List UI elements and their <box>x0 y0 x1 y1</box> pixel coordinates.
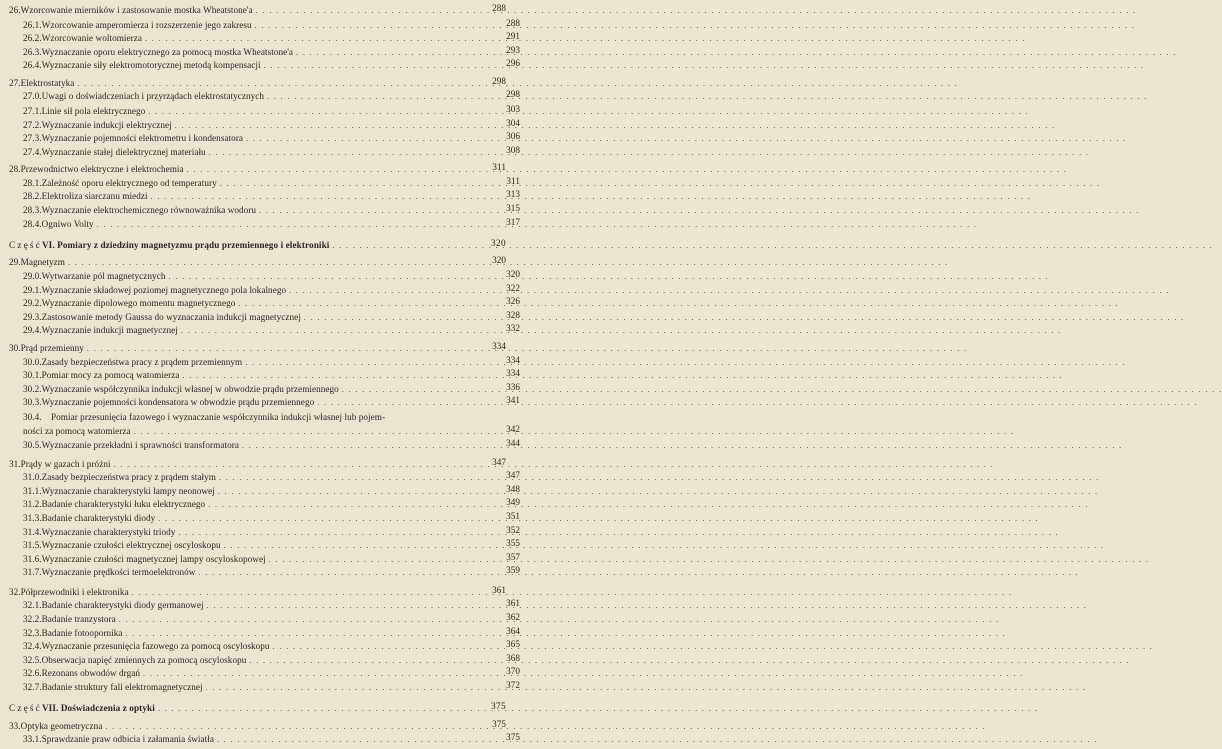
page-number: 349 <box>506 497 520 508</box>
entry-title: Wyznaczanie pojemności kondensatora w obwodzie prądu przemiennego <box>41 397 315 408</box>
page-number: 348 <box>506 483 520 494</box>
entry-title: Badanie charakterystyki diody <box>41 512 156 523</box>
leader-dots <box>217 734 1098 745</box>
entry-number: 30.4. <box>23 411 42 422</box>
leader-dots <box>267 91 1148 102</box>
entry-title: Wyznaczanie oporu elektrycznego za pomocą mostka Wheatstone'a <box>41 46 294 57</box>
page-number: 311 <box>492 162 506 173</box>
entry-number: 31.1. <box>23 485 42 496</box>
entry-title: Uwagi o doświadczeniach i przyrządach elektrostatycznych <box>41 91 265 102</box>
page-number: 336 <box>506 381 520 392</box>
leader-dots <box>264 60 1145 71</box>
toc-entry[interactable] <box>0 437 523 451</box>
toc-entry[interactable] <box>0 537 523 551</box>
leader-dots <box>249 652 1130 666</box>
toc-chapter[interactable] <box>0 584 509 598</box>
toc-entry[interactable] <box>0 130 523 144</box>
entry-title: Wyznaczanie przesunięcia fazowego za pomocą oscyloskopu <box>41 641 270 652</box>
leader-dots <box>269 551 1150 565</box>
page-number: 313 <box>506 189 520 200</box>
entry-number: 28.4. <box>23 218 42 229</box>
page-number: 357 <box>506 551 520 562</box>
page-number: 332 <box>506 323 520 334</box>
entry-number: 32.4. <box>23 641 42 652</box>
toc-entry[interactable] <box>0 309 523 323</box>
page-number: 315 <box>506 203 520 214</box>
page-number: 320 <box>506 269 520 280</box>
leader-dots <box>97 216 978 230</box>
entry-title: Zasady bezpieczeństwa pracy z prądem stałym <box>41 472 216 483</box>
page-number: 342 <box>506 423 520 434</box>
page-number: 296 <box>506 58 520 69</box>
leader-dots <box>245 354 1126 368</box>
toc-part-heading[interactable] <box>0 700 509 714</box>
leader-dots <box>187 164 1068 175</box>
toc-entry[interactable] <box>0 117 523 131</box>
page-number: 311 <box>506 175 520 186</box>
leader-dots <box>289 282 1170 296</box>
entry-number: 29.1. <box>23 284 42 295</box>
toc-chapter[interactable] <box>0 2 509 16</box>
leader-dots <box>238 298 1119 309</box>
entry-number: 31.4. <box>23 526 42 537</box>
toc-entry[interactable] <box>0 295 523 309</box>
leader-dots <box>207 600 1088 611</box>
entry-title: Pomiar przesunięcia fazowego i wyznaczanie współczynnika indukcji własnej lub pojem- <box>51 411 386 422</box>
entry-number: 29.2. <box>23 298 42 309</box>
entry-title: Pomiar mocy za pomocą watomierza <box>41 370 180 381</box>
page-number: 317 <box>506 216 520 227</box>
entry-number: 33.1. <box>23 734 42 745</box>
toc-entry[interactable] <box>0 88 523 102</box>
entry-title: Wyznaczanie czułości elektrycznej oscyloskopu <box>41 540 221 551</box>
page-number: 361 <box>492 584 506 595</box>
toc-entry[interactable] <box>0 175 523 189</box>
page-number: 344 <box>506 438 520 449</box>
entry-number: 28.2. <box>23 191 42 202</box>
leader-dots <box>256 2 1137 16</box>
entry-number: 30.5. <box>23 440 42 451</box>
entry-number: 32.7. <box>23 681 42 692</box>
entry-title: Wzorcowanie woltomierza <box>41 33 143 44</box>
toc-entry[interactable] <box>0 282 523 296</box>
entry-title: Zastosowanie metody Gaussa do wyznaczania indukcji magnetycznej <box>41 311 301 322</box>
toc-chapter[interactable] <box>0 254 509 268</box>
entry-title: Wyznaczanie indukcji elektrycznej <box>41 119 172 130</box>
toc-entry[interactable] <box>0 144 523 158</box>
entry-number: 30. <box>9 342 21 353</box>
leader-dots <box>209 144 1090 158</box>
page-number: 341 <box>506 395 520 406</box>
leader-dots <box>77 75 958 89</box>
entry-number: 32.3. <box>23 627 42 638</box>
entry-title: Wyznaczanie charakterystyki triody <box>41 526 176 537</box>
entry-number: 32.2. <box>23 613 42 624</box>
page-number: 334 <box>492 340 506 351</box>
entry-title: Wyznaczanie przekładni i sprawności transformatora <box>41 440 239 451</box>
toc-entry[interactable] <box>0 483 523 497</box>
page-number: 304 <box>506 117 520 128</box>
leader-dots <box>145 33 1026 44</box>
entry-title: Badanie tranzystora <box>41 613 116 624</box>
entry-number: 27.2. <box>23 119 42 130</box>
toc-entry[interactable] <box>0 381 523 395</box>
entry-number: 28.1. <box>23 177 42 188</box>
page-number: 368 <box>506 652 520 663</box>
entry-number: 32.6. <box>23 668 42 679</box>
entry-title: Wyznaczanie indukcji magnetycznej <box>41 325 178 336</box>
entry-number: 26.4. <box>23 60 42 71</box>
entry-title: Wzorcowanie mierników i zastosowanie mostka Wheatstone'a <box>20 4 253 15</box>
page-number: 288 <box>506 17 520 28</box>
leader-dots <box>114 456 995 470</box>
entry-title: Magnetyzm <box>20 257 65 268</box>
page-number: 347 <box>506 470 520 481</box>
part-title: VI. Pomiary z dziedziny magnetyzmu prądu przemiennego i elektroniki <box>41 240 330 250</box>
page-number: 293 <box>506 44 520 55</box>
leader-dots <box>332 240 1213 251</box>
entry-title: Linie sił pola elektrycznego <box>41 105 146 116</box>
entry-number: 31.6. <box>23 553 42 564</box>
toc-entry[interactable] <box>0 652 523 666</box>
toc-entry[interactable] <box>0 188 523 202</box>
entry-title: Wytwarzanie pól magnetycznych <box>41 271 166 282</box>
page-number: 359 <box>506 565 520 576</box>
book-page <box>0 0 520 749</box>
leader-dots <box>255 17 1136 31</box>
leader-dots <box>178 524 1059 538</box>
leader-dots <box>182 370 1063 381</box>
leader-dots <box>208 499 1089 510</box>
entry-number: 31.7. <box>23 567 42 578</box>
leader-dots <box>134 423 1015 437</box>
entry-title: Wyznaczanie dipolowego momentu magnetycznego <box>41 298 236 309</box>
page-number: 291 <box>506 31 520 42</box>
toc-entry[interactable] <box>0 496 523 510</box>
page-number: 361 <box>506 598 520 609</box>
entry-number: 28.3. <box>23 205 42 216</box>
page-number: 303 <box>506 103 520 114</box>
entry-number: 29.4. <box>23 325 42 336</box>
entry-number: 27.3. <box>23 133 42 144</box>
page-number: 334 <box>506 368 520 379</box>
page-number: 355 <box>506 538 520 549</box>
page-number: 298 <box>492 75 506 86</box>
page-number: 334 <box>506 354 520 365</box>
entry-title: Wyznaczanie siły elektromotorycznej metodą kompensacji <box>41 60 261 71</box>
entry-title: Obserwacja napięć zmiennych za pomocą oscyloskopu <box>41 654 247 665</box>
page-number: 375 <box>491 701 506 712</box>
entry-title: Elektrostatyka <box>20 77 75 88</box>
toc-entry[interactable] <box>0 367 523 381</box>
entry-title: Wyznaczanie czułości magnetycznej lampy oscyloskopowej <box>41 553 266 564</box>
toc-entry[interactable] <box>0 597 523 611</box>
entry-number: 29. <box>9 257 21 268</box>
leader-dots <box>304 309 1185 323</box>
page-number: 362 <box>506 611 520 622</box>
toc-entry[interactable] <box>0 202 523 216</box>
entry-title: Optyka geometryczna <box>20 720 103 731</box>
entry-number: 27.0. <box>23 91 42 102</box>
page-number: 328 <box>506 309 520 320</box>
entry-number: 33. <box>9 720 21 731</box>
entry-title: Wyznaczanie stałej dielektrycznej materiału <box>41 146 206 157</box>
entry-title: Badanie fotooporníka <box>41 627 123 638</box>
entry-title: Przewodnictwo elektryczne i elektrochemia <box>20 164 184 175</box>
page-number: 326 <box>506 296 520 307</box>
leader-dots <box>148 103 1029 117</box>
page-number: 347 <box>492 456 506 467</box>
leader-dots <box>105 718 986 732</box>
toc-chapter[interactable] <box>0 718 509 732</box>
page-number: 288 <box>492 2 506 13</box>
toc-entry[interactable] <box>0 216 523 230</box>
toc-entry[interactable] <box>0 30 523 44</box>
leader-dots <box>168 271 1049 282</box>
entry-title-continuation: ności za pomocą watomierza <box>23 425 131 436</box>
toc-entry[interactable] <box>0 564 523 578</box>
entry-title: Wyznaczanie pojemności elektrometru i kondensatora <box>41 133 244 144</box>
toc-chapter[interactable] <box>0 75 509 89</box>
entry-number: 28. <box>9 164 21 175</box>
entry-title: Zasady bezpieczeństwa pracy z prądem przemiennym <box>41 356 243 367</box>
entry-title: Rezonans obwodów drgań <box>41 668 141 679</box>
entry-title: Wyznaczanie współczynnika indukcji własnej w obwodzie prądu przemiennego <box>41 383 339 394</box>
entry-number: 32.5. <box>23 654 42 665</box>
leader-dots <box>87 340 968 354</box>
page-number: 370 <box>506 666 520 677</box>
leader-dots <box>175 117 1056 131</box>
leader-dots <box>151 191 1032 202</box>
leader-dots <box>296 44 1177 58</box>
toc-entry[interactable] <box>0 510 523 524</box>
toc-chapter[interactable] <box>0 340 509 354</box>
toc-entry[interactable] <box>0 57 523 71</box>
leader-dots <box>224 540 1105 551</box>
leader-dots <box>206 679 1087 693</box>
entry-title: Wyznaczanie elektrochemicznego równoważnika wodoru <box>41 205 257 216</box>
entry-title: Sprawdzanie praw odbicia i załamania światła <box>41 734 214 745</box>
entry-number: 30.3. <box>23 397 42 408</box>
entry-number: 31.2. <box>23 499 42 510</box>
page-number: 306 <box>506 131 520 142</box>
toc-entry[interactable] <box>0 44 523 58</box>
page-number: 365 <box>506 639 520 650</box>
toc-entry[interactable] <box>0 551 523 565</box>
toc-entry[interactable] <box>0 524 523 538</box>
entry-number: 30.1. <box>23 370 42 381</box>
leader-dots <box>158 510 1039 524</box>
leader-dots <box>125 625 1006 639</box>
entry-number: 30.0. <box>23 356 42 367</box>
toc-entry[interactable] <box>0 679 523 693</box>
page-number: 298 <box>506 89 520 100</box>
entry-title: Badanie charakterystyki diody germanowej <box>41 600 204 611</box>
entry-title: Prądy w gazach i próżni <box>20 458 111 469</box>
toc-part-heading[interactable] <box>0 237 509 251</box>
entry-title: Wyznaczanie prędkości termoelektronów <box>41 567 196 578</box>
page-number: 375 <box>492 718 506 729</box>
page-number: 322 <box>506 282 520 293</box>
toc-entry[interactable] <box>0 103 523 117</box>
toc-entry-continuation[interactable] <box>0 423 523 437</box>
page-number: 320 <box>492 255 506 266</box>
toc-entry[interactable] <box>0 731 523 745</box>
leader-dots <box>273 641 1154 652</box>
leader-dots <box>219 472 1100 483</box>
entry-title: Prąd przemienny <box>20 342 84 353</box>
entry-title: Elektroliza siarczanu miedzi <box>41 191 148 202</box>
page-number: 352 <box>506 524 520 535</box>
entry-number: 26.3. <box>23 46 42 57</box>
page-number: 351 <box>506 510 520 521</box>
leader-dots <box>119 611 1000 625</box>
entry-number: 26.2. <box>23 33 42 44</box>
entry-number: 27. <box>9 77 21 88</box>
entry-title: Zależność oporu elektrycznego od temperatury <box>41 177 217 188</box>
toc-entry[interactable] <box>0 665 523 679</box>
toc-chapter[interactable] <box>0 161 509 175</box>
entry-number: 32. <box>9 586 21 597</box>
part-label: Część <box>9 240 42 250</box>
entry-number: 31. <box>9 458 21 469</box>
toc-entry[interactable] <box>0 322 523 336</box>
leader-dots <box>317 397 1198 408</box>
entry-title: Wzorcowanie amperomierza i rozszerzenie jego zakresu <box>41 19 252 30</box>
toc-entry[interactable] <box>0 409 523 423</box>
entry-title: Wyznaczanie charakterystyki lampy neonowej <box>41 485 215 496</box>
leader-dots <box>242 440 1123 451</box>
page-number: 320 <box>491 238 506 248</box>
leader-dots <box>342 381 1222 395</box>
entry-number: 27.1. <box>23 105 42 116</box>
toc-entry[interactable] <box>0 17 523 31</box>
leader-dots <box>68 257 949 268</box>
entry-number: 31.0. <box>23 472 42 483</box>
entry-title: Badanie struktury fali elektromagnetycznej <box>41 681 203 692</box>
part-label: Część <box>9 703 42 714</box>
page-number: 372 <box>506 679 520 690</box>
leader-dots <box>158 703 1039 714</box>
entry-number: 32.1. <box>23 600 42 611</box>
page-number: 364 <box>506 625 520 636</box>
part-title: VII. Doświadczenia z optyki <box>41 703 155 714</box>
leader-dots <box>181 325 1062 336</box>
leader-dots <box>132 584 1013 598</box>
toc-entry[interactable] <box>0 638 523 652</box>
entry-title: Półprzewodniki i elektronika <box>20 586 129 597</box>
leader-dots <box>198 567 1079 578</box>
page-number: 375 <box>506 732 520 743</box>
entry-number: 30.2. <box>23 383 42 394</box>
toc-entry[interactable] <box>0 394 523 408</box>
entry-title: Ogniwo Volty <box>41 218 94 229</box>
entry-number: 29.0. <box>23 271 42 282</box>
leader-dots <box>218 483 1099 497</box>
toc-entry[interactable] <box>0 469 523 483</box>
leader-dots <box>259 205 1140 216</box>
leader-dots <box>220 175 1101 189</box>
leader-dots <box>143 668 1024 679</box>
entry-number: 27.4. <box>23 146 42 157</box>
entry-title: Badanie charakterystyki łuku elektrycznego <box>41 499 206 510</box>
page-number: 308 <box>506 144 520 155</box>
toc-entry[interactable] <box>0 268 523 282</box>
entry-number: 31.5. <box>23 540 42 551</box>
toc-entry[interactable] <box>0 625 523 639</box>
toc-entry[interactable] <box>0 611 523 625</box>
entry-number: 29.3. <box>23 311 42 322</box>
entry-title: Wyznaczanie składowej poziomej magnetycznego pola lokalnego <box>41 284 287 295</box>
toc-chapter[interactable] <box>0 456 509 470</box>
entry-number: 26.1. <box>23 19 42 30</box>
entry-number: 31.3. <box>23 512 42 523</box>
leader-dots <box>246 133 1127 144</box>
toc-entry[interactable] <box>0 354 523 368</box>
entry-number: 26. <box>9 4 21 15</box>
